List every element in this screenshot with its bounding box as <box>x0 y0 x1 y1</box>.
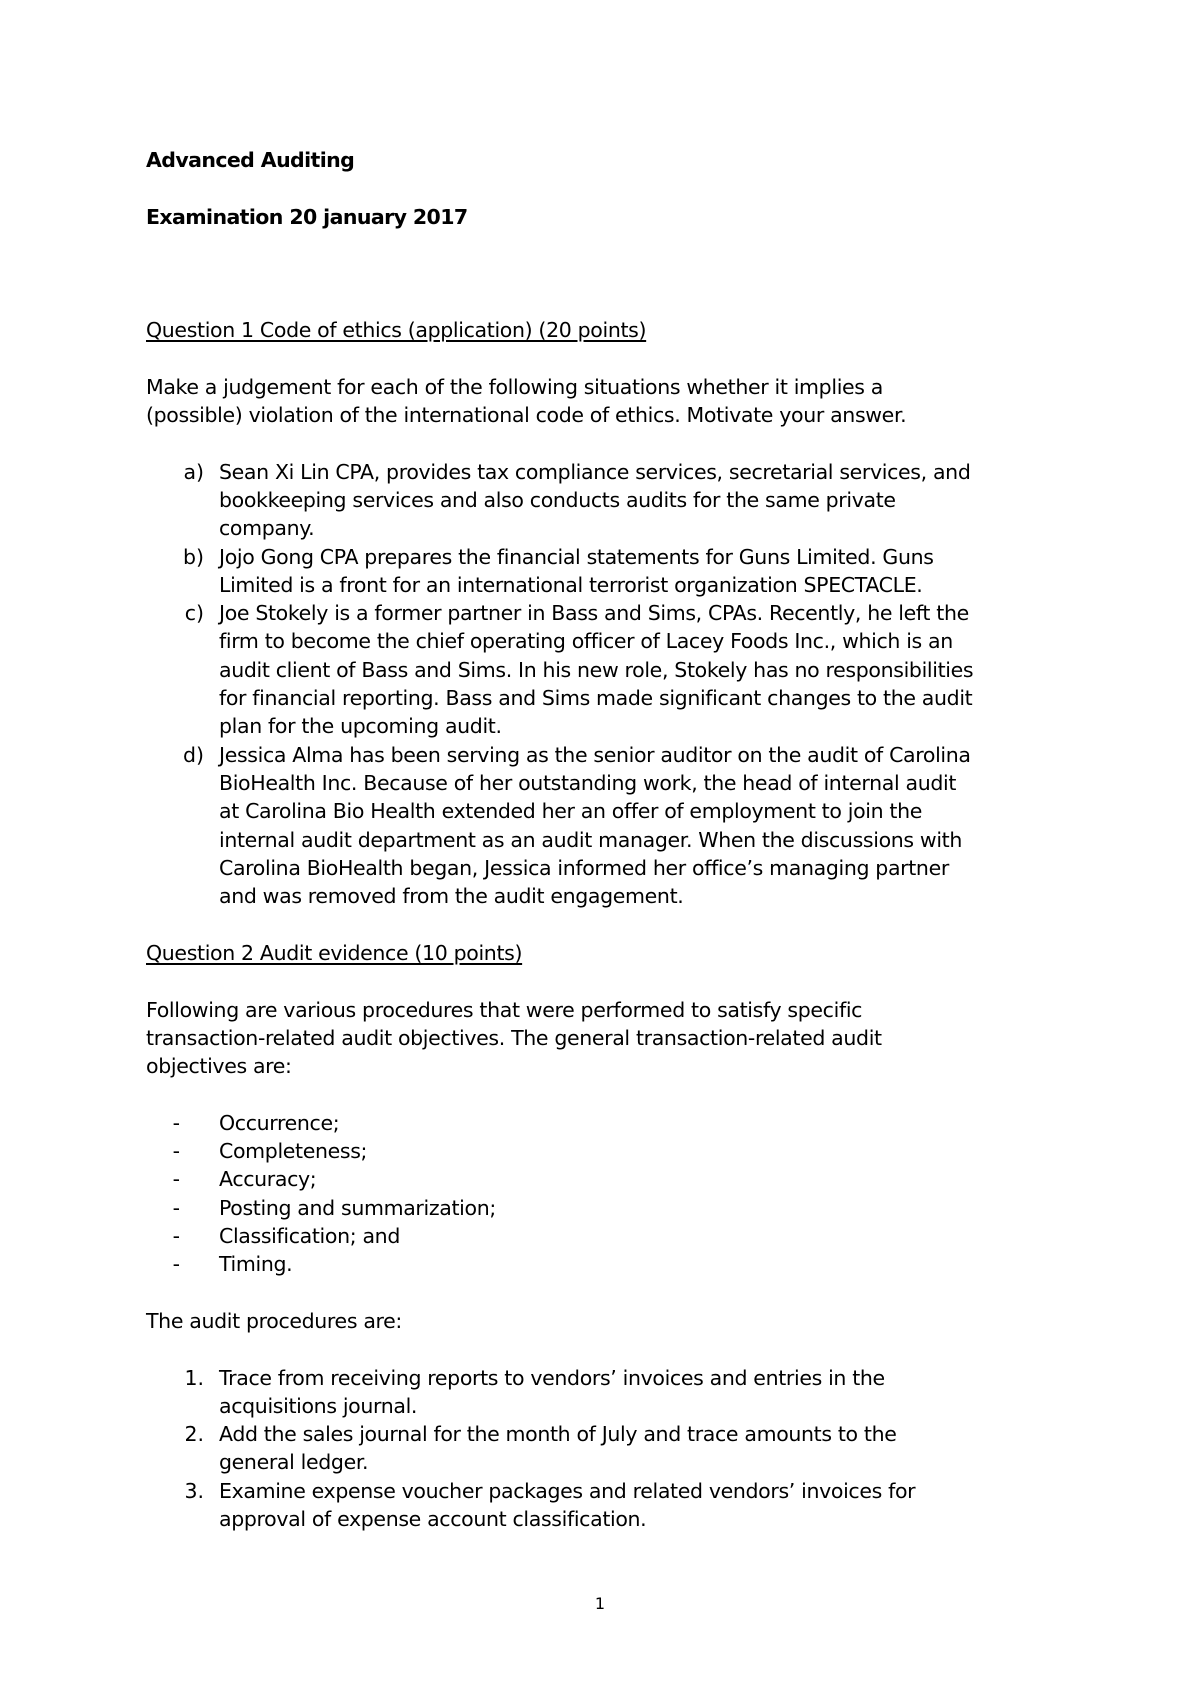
question2-intro-line: transaction-related audit objectives. The general transaction-related audit <box>146 1026 882 1050</box>
item-line: Joe Stokely is a former partner in Bass and Sims, CPAs. Recently, he left the <box>219 601 969 625</box>
item-line: internal audit department as an audit manager. When the discussions with <box>219 828 963 852</box>
item-line: Jojo Gong CPA prepares the financial statements for Guns Limited. Guns <box>219 545 934 569</box>
item-line: BioHealth Inc. Because of her outstanding work, the head of internal audit <box>219 771 957 795</box>
objective-item: Posting and summarization; <box>219 1196 496 1220</box>
item-line: for financial reporting. Bass and Sims made significant changes to the audit <box>219 686 973 710</box>
item-line: and was removed from the audit engagement. <box>219 884 684 908</box>
item-marker: b) <box>182 545 204 569</box>
procedure-marker: 1. <box>184 1366 204 1390</box>
procedure-marker: 2. <box>184 1422 204 1446</box>
item-line: Sean Xi Lin CPA, provides tax compliance services, secretarial services, and <box>219 460 971 484</box>
item-line: Limited is a front for an international terrorist organization SPECTACLE. <box>219 573 923 597</box>
procedure-marker: 3. <box>184 1479 204 1503</box>
bullet-marker: - <box>172 1139 180 1163</box>
procedure-line: Examine expense voucher packages and related vendors’ invoices for <box>219 1479 916 1503</box>
question1-intro-line: Make a judgement for each of the following situations whether it implies a <box>146 375 884 399</box>
item-line: audit client of Bass and Sims. In his new role, Stokely has no responsibilities <box>219 658 974 682</box>
item-line: Jessica Alma has been serving as the senior auditor on the audit of Carolina <box>219 743 971 767</box>
question2-intro-line: objectives are: <box>146 1054 292 1078</box>
item-line: Carolina BioHealth began, Jessica informed her office’s managing partner <box>219 856 949 880</box>
bullet-marker: - <box>172 1224 180 1248</box>
item-line: company. <box>219 516 315 540</box>
question1-heading: Question 1 Code of ethics (application) (20 points) <box>146 318 647 342</box>
procedure-line: general ledger. <box>219 1450 369 1474</box>
item-line: firm to become the chief operating officer of Lacey Foods Inc., which is an <box>219 629 953 653</box>
item-line: plan for the upcoming audit. <box>219 714 502 738</box>
objective-item: Timing. <box>219 1252 293 1276</box>
exam-date: Examination 20 january 2017 <box>146 205 468 229</box>
procedure-line: approval of expense account classification. <box>219 1507 647 1531</box>
course-title: Advanced Auditing <box>146 148 355 172</box>
bullet-marker: - <box>172 1111 180 1135</box>
question1-intro-line: (possible) violation of the international code of ethics. Motivate your answer. <box>146 403 907 427</box>
page-number: 1 <box>594 1594 606 1613</box>
procedures-intro: The audit procedures are: <box>146 1309 402 1333</box>
question2-intro-line: Following are various procedures that were performed to satisfy specific <box>146 998 863 1022</box>
item-line: bookkeeping services and also conducts audits for the same private <box>219 488 896 512</box>
bullet-marker: - <box>172 1196 180 1220</box>
procedure-line: Trace from receiving reports to vendors’ invoices and entries in the <box>219 1366 885 1390</box>
bullet-marker: - <box>172 1252 180 1276</box>
objective-item: Completeness; <box>219 1139 368 1163</box>
item-marker: c) <box>184 601 204 625</box>
objective-item: Accuracy; <box>219 1167 317 1191</box>
procedure-line: acquisitions journal. <box>219 1394 418 1418</box>
objective-item: Occurrence; <box>219 1111 340 1135</box>
objective-item: Classification; and <box>219 1224 400 1248</box>
procedure-line: Add the sales journal for the month of July and trace amounts to the <box>219 1422 897 1446</box>
bullet-marker: - <box>172 1167 180 1191</box>
item-marker: a) <box>183 460 204 484</box>
item-marker: d) <box>182 743 204 767</box>
question2-heading: Question 2 Audit evidence (10 points) <box>146 941 523 965</box>
item-line: at Carolina Bio Health extended her an offer of employment to join the <box>219 799 923 823</box>
